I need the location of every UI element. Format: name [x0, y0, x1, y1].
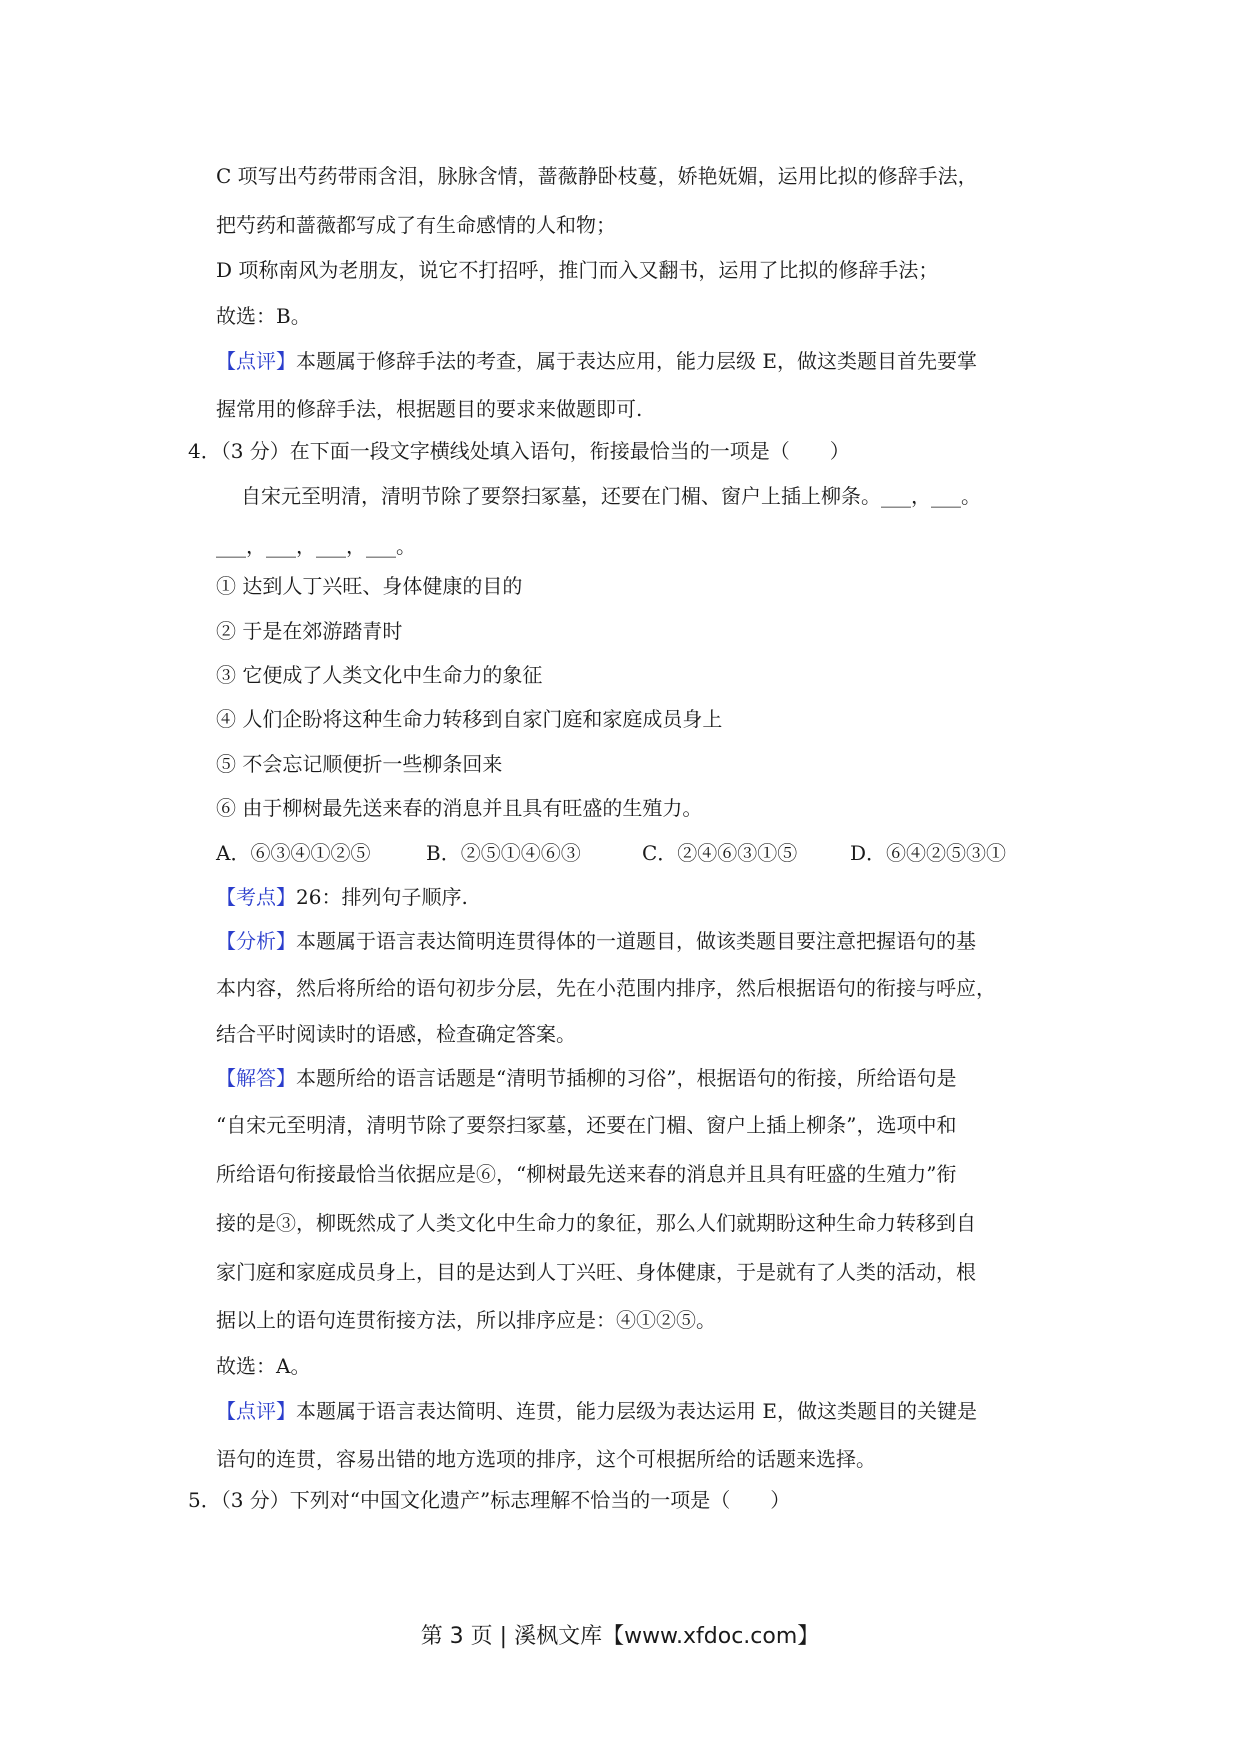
- q4-item-3: ③ 它便成了人类文化中生命力的象征: [216, 663, 543, 687]
- q5-stem: 5．（3 分）下列对“中国文化遗产”标志理解不恰当的一项是（ ）: [188, 1488, 791, 1512]
- kaodian-label: 【考点】: [216, 885, 296, 909]
- q4-item-4: ④ 人们企盼将这种生命力转移到自家门庭和家庭成员身上: [216, 707, 723, 731]
- q4-item-6: ⑥ 由于柳树最先送来春的消息并且具有旺盛的生殖力。: [216, 796, 703, 820]
- option-c-explanation-line-2: 把芍药和蔷薇都写成了有生命感情的人和物；: [216, 213, 616, 237]
- q3-comment-line-2: 握常用的修辞手法，根据题目的要求来做题即可.: [216, 397, 643, 421]
- q4-passage-line-1: 自宋元至明清，清明节除了要祭扫冢墓，还要在门楣、窗户上插上柳条。___，___。: [241, 484, 981, 508]
- comment-text: 本题属于修辞手法的考查，属于表达应用，能力层级 E，做这类题目首先要掌: [296, 349, 977, 373]
- comment-label: 【点评】: [216, 349, 296, 373]
- q4-answer: 故选：A。: [216, 1354, 311, 1378]
- q4-jieda-line-1: [216, 1064, 956, 1092]
- comment-text: 本题属于语言表达简明、连贯，能力层级为表达运用 E，做这类题目的关键是: [296, 1399, 977, 1423]
- q4-stem: 4．（3 分）在下面一段文字横线处填入语句，衔接最恰当的一项是（ ）: [188, 439, 850, 463]
- option-d-explanation: D 项称南风为老朋友，说它不打招呼，推门而入又翻书，运用了比拟的修辞手法；: [216, 258, 939, 282]
- fenxi-text: 本题属于语言表达简明连贯得体的一道题目，做该类题目要注意把握语句的基: [296, 929, 976, 953]
- q4-jieda-line-6: 据以上的语句连贯衔接方法，所以排序应是：④①②⑤。: [216, 1308, 716, 1332]
- q4-comment-line-2: 语句的连贯，容易出错的地方选项的排序，这个可根据所给的话题来选择。: [216, 1447, 876, 1471]
- q4-jieda-line-2: “自宋元至明清，清明节除了要祭扫冢墓，还要在门楣、窗户上插上柳条”，选项中和: [216, 1113, 957, 1137]
- q4-option-b: B．②⑤①④⑥③: [426, 841, 581, 865]
- q4-kaodian: [216, 883, 468, 911]
- fenxi-label: 【分析】: [216, 929, 296, 953]
- kaodian-text: 26：排列句子顺序.: [296, 885, 468, 909]
- comment-label: 【点评】: [216, 1399, 296, 1423]
- q4-comment-line-1: [216, 1397, 977, 1425]
- q3-comment-line-1: [216, 347, 977, 375]
- q3-answer: 故选：B。: [216, 304, 311, 328]
- q4-option-a: A．⑥③④①②⑤: [216, 841, 371, 865]
- q4-jieda-line-3: 所给语句衔接最恰当依据应是⑥，“柳树最先送来春的消息并且具有旺盛的生殖力”衔: [216, 1162, 957, 1186]
- jieda-text: 本题所给的语言话题是“清明节插柳的习俗”，根据语句的衔接，所给语句是: [296, 1066, 957, 1090]
- page-footer: 第 3 页 | 溪枫文库【www.xfdoc.com】: [420, 1624, 820, 1649]
- q4-option-c: C．②④⑥③①⑤: [642, 841, 798, 865]
- q4-fenxi-line-1: [216, 927, 976, 955]
- q4-item-5: ⑤ 不会忘记顺便折一些柳条回来: [216, 752, 503, 776]
- q4-fenxi-line-3: 结合平时阅读时的语感，检查确定答案。: [216, 1022, 576, 1046]
- option-c-explanation-line-1: C 项写出芍药带雨含泪，脉脉含情，蔷薇静卧枝蔓，娇艳妩媚，运用比拟的修辞手法，: [216, 164, 978, 188]
- q4-jieda-line-4: 接的是③，柳既然成了人类文化中生命力的象征，那么人们就期盼这种生命力转移到自: [216, 1211, 976, 1235]
- q4-fenxi-line-2: 本内容，然后将所给的语句初步分层，先在小范围内排序，然后根据语句的衔接与呼应，: [216, 976, 996, 1000]
- q4-jieda-line-5: 家门庭和家庭成员身上，目的是达到人丁兴旺、身体健康，于是就有了人类的活动，根: [216, 1260, 976, 1284]
- q4-item-1: ① 达到人丁兴旺、身体健康的目的: [216, 574, 523, 598]
- jieda-label: 【解答】: [216, 1066, 296, 1090]
- q4-option-d: D．⑥④②⑤③①: [850, 841, 1007, 865]
- q4-passage-line-2: ___，___，___，___。: [216, 534, 416, 558]
- q4-item-2: ② 于是在郊游踏青时: [216, 619, 403, 643]
